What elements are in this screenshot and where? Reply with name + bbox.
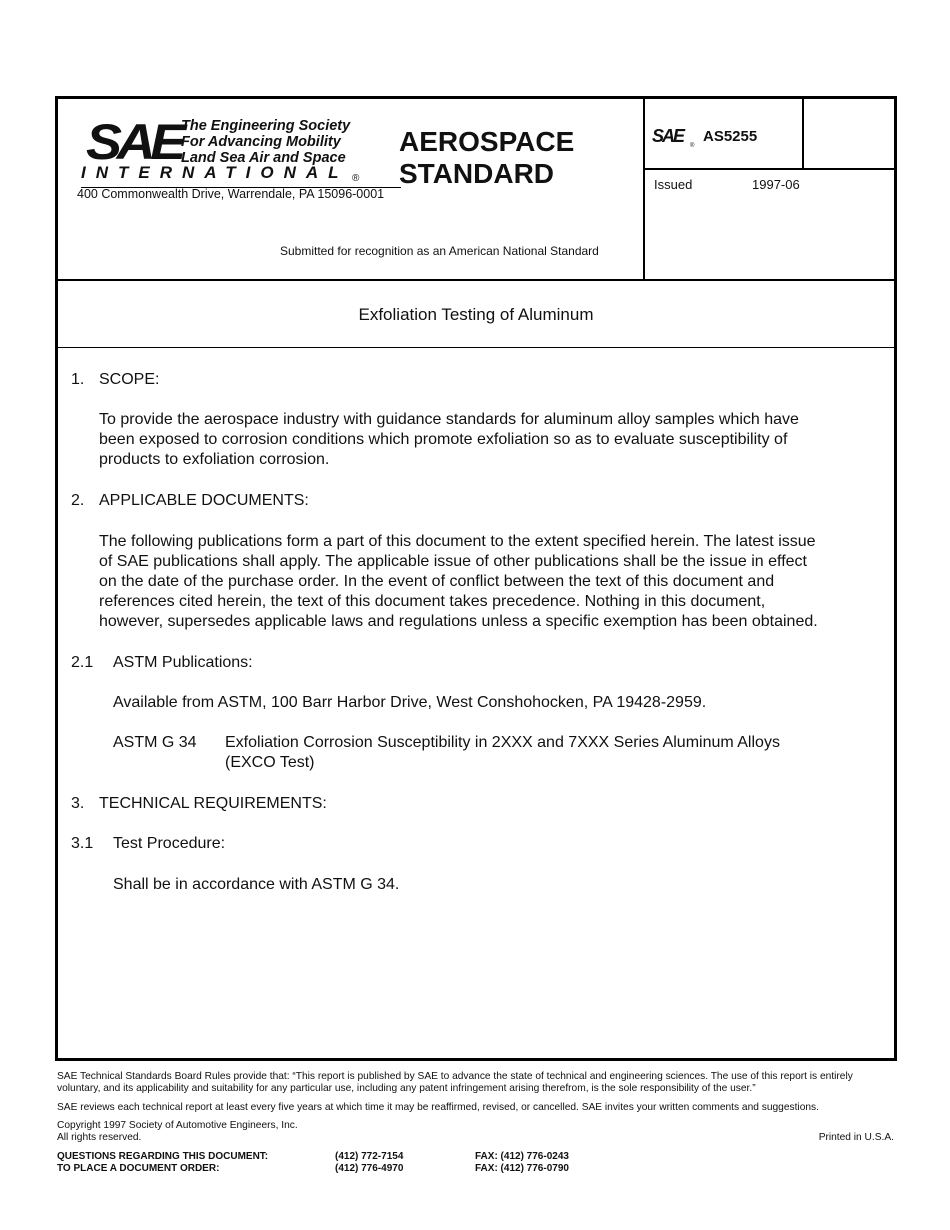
order-label: TO PLACE A DOCUMENT ORDER: [57,1163,220,1174]
questions-fax: FAX: (412) 776-0243 [475,1151,569,1162]
issued-date: 1997-06 [752,177,800,192]
section-1-body [99,410,799,470]
document-number: AS5255 [703,128,758,145]
sae-logo [81,114,371,187]
section-2-1-heading: ASTM Publications: [113,654,253,671]
tagline-line-2: For Advancing Mobility [181,134,341,150]
reference-title-line-2: (EXCO Test) [225,754,315,771]
footer-printed: Printed in U.S.A. [818,1132,894,1143]
section-2-line-4: references cited herein, the text of this document takes precedence. Nothing in this document, [99,593,766,610]
footer-copyright: Copyright 1997 Society of Automotive Engineers, Inc. [57,1120,298,1131]
section-2-1-number: 2.1 [71,654,94,671]
section-3-number: 3. [71,795,85,812]
section-2-body [99,532,818,632]
section-3-heading: TECHNICAL REQUIREMENTS: [99,795,327,812]
section-1-line-3: products to exfoliation corrosion. [99,451,330,468]
questions-phone: (412) 772-7154 [335,1151,404,1162]
section-2-line-2: of SAE publications shall apply. The applicable issue of other publications shall be the issue in effect [99,553,807,570]
reference-title [225,733,780,773]
sae-mini-logo: SAE [652,126,684,146]
section-2-number: 2. [71,492,85,509]
section-2-line-1: The following publications form a part of this document to the extent specified herein. The latest issue [99,533,816,550]
document-type-line-2: STANDARD [399,158,555,189]
document-type-line-1: AEROSPACE [399,126,575,157]
registered-mark: ® [352,173,360,184]
section-1-heading: SCOPE: [99,371,160,388]
footer-rights: All rights reserved. [57,1132,142,1143]
section-2-line-5: however, supersedes applicable laws and regulations unless a specific exemption has been obtained. [99,613,818,630]
header-bottom-rule [58,279,894,281]
footer-rules-text: SAE Technical Standards Board Rules provide that: “This report is published by SAE to advance the state of technical and engineering sciences. The use of this report is entirely voluntary, and its applicability and suitability for any particular use, including any patent infringement arising therefrom, is the sole responsibility of the user.” [57,1071,853,1094]
section-1-line-2: been exposed to corrosion conditions which promote exfoliation so as to evaluate susceptibility of [99,431,788,448]
section-2-1-body: Available from ASTM, 100 Barr Harbor Drive, West Conshohocken, PA 19428-2959. [113,694,707,711]
sae-address: 400 Commonwealth Drive, Warrendale, PA 15096-0001 [77,187,385,201]
footer-review-text: SAE reviews each technical report at least every five years at which time it may be reaffirmed, revised, or cancelled. SAE invites your written comments and suggestions. [57,1102,819,1113]
document-title: Exfoliation Testing of Aluminum [358,305,594,324]
section-1-line-1: To provide the aerospace industry with guidance standards for aluminum alloy samples which have [99,411,799,428]
order-fax: FAX: (412) 776-0790 [475,1163,569,1174]
section-3-1-number: 3.1 [71,835,94,852]
header-divider [643,99,645,279]
order-phone: (412) 776-4970 [335,1163,404,1174]
section-3-1-heading: Test Procedure: [113,835,226,852]
sae-logo-wordmark: SAE [86,114,181,170]
sae-logo-tagline [181,118,350,166]
reference-title-line-1: Exfoliation Corrosion Susceptibility in 2XXX and 7XXX Series Aluminum Alloys [225,734,780,751]
reference-id: ASTM G 34 [113,734,197,751]
issued-label: Issued [654,177,693,192]
section-1-number: 1. [71,371,85,388]
sae-international-text: INTERNATIONAL [81,163,349,182]
tagline-line-3: Land Sea Air and Space [181,150,346,166]
section-3-1-body: Shall be in accordance with ASTM G 34. [113,876,400,893]
number-cell-divider [802,99,804,169]
number-cell-rule [645,168,894,170]
questions-label: QUESTIONS REGARDING THIS DOCUMENT: [57,1151,269,1162]
section-2-line-3: on the date of the purchase order. In the event of conflict between the text of this document and [99,573,775,590]
tagline-line-1: The Engineering Society [181,118,351,134]
title-bottom-rule [58,347,894,348]
document-type [399,126,574,190]
ansi-submission-note: Submitted for recognition as an American National Standard [280,244,599,258]
section-2-heading: APPLICABLE DOCUMENTS: [99,492,309,509]
mini-registered-mark: ® [690,143,695,149]
